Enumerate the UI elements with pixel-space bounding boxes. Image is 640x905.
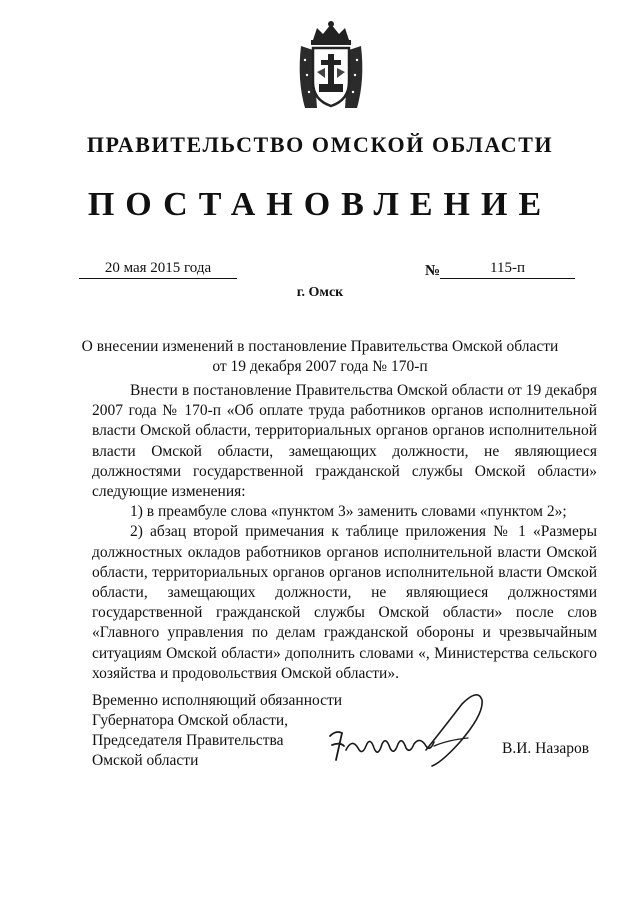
- handwritten-signature: [322, 690, 502, 780]
- subject-line: от 19 декабря 2007 года № 170-п: [212, 358, 428, 375]
- signer-position-line: Временно исполняющий обязанности: [92, 692, 343, 709]
- document-type-title: ПОСТАНОВЛЕНИЕ: [87, 186, 553, 223]
- body-paragraph: Внести в постановление Правительства Омской области от 19 декабря 2007 года № 170-п «Об оплате труда работников органов исполнительной власти Омской области, территориальных органов органов исполнительной власти Омской области, замещающих должности, не являющиеся должностями государственной гражданской службы Омской области» следующие изменения:: [92, 382, 597, 501]
- signer-position-line: Губернатора Омской области,: [92, 712, 289, 729]
- body-paragraph: 2) абзац второй примечания к таблице приложения № 1 «Размеры должностных окладов работников органов исполнительной власти Омской области, территориальных органов органов исполнительной власти Омской области, замещающих должности, не являющиеся должностями государственной гражданской службы Омской области» после слов «Главного управления по делам гражданской обороны и чрезвычайным ситуациям Омской области» дополнить словами «, Министерства сельского хозяйства и продовольствия Омской области».: [92, 523, 597, 682]
- signer-position-line: Омской области: [92, 752, 199, 769]
- body-paragraph: 1) в преамбуле слова «пунктом 3» заменить словами «пунктом 2»;: [130, 503, 567, 521]
- omsk-coat-of-arms-icon: [295, 20, 367, 112]
- signer-position-line: Председателя Правительства: [92, 732, 284, 749]
- signer-name: В.И. Назаров: [502, 740, 590, 757]
- document-body: [92, 381, 597, 684]
- number-label: №: [425, 263, 441, 279]
- organization-title: ПРАВИТЕЛЬСТВО ОМСКОЙ ОБЛАСТИ: [86, 132, 554, 157]
- document-date: 20 мая 2015 года: [79, 258, 237, 279]
- document-city: г. Омск: [296, 285, 344, 300]
- signer-position: [92, 691, 352, 771]
- document-subject: [60, 337, 580, 377]
- document-number: 115-п: [440, 258, 575, 279]
- subject-line: О внесении изменений в постановление Правительства Омской области: [81, 338, 559, 355]
